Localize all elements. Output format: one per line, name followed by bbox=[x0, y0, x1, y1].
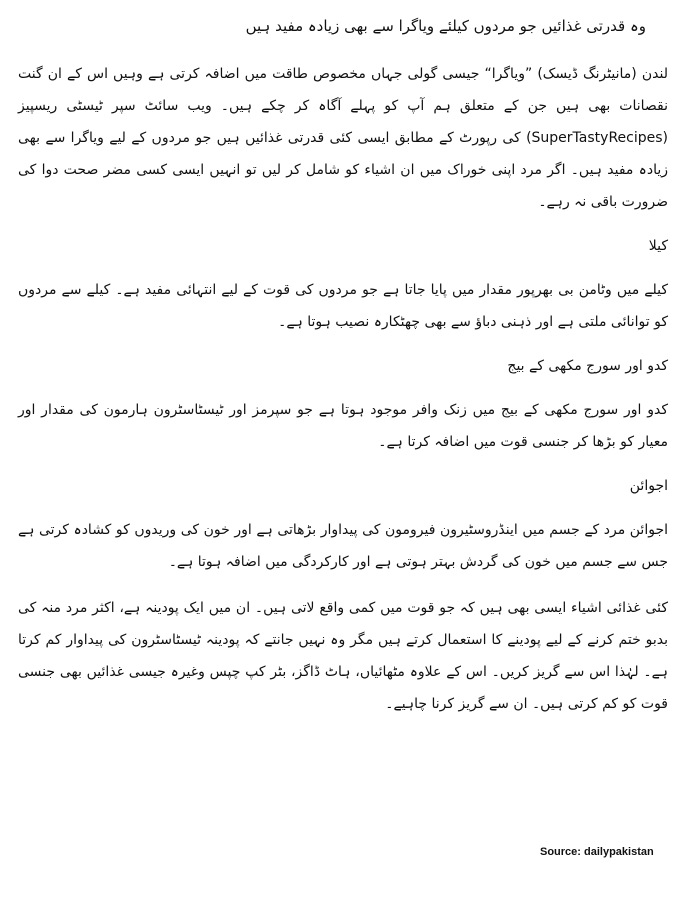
source-credit: Source: dailypakistan bbox=[540, 846, 654, 858]
article-title: وہ قدرتی غذائیں جو مردوں کیلئے ویاگرا سے بھی زیادہ مفید ہیں bbox=[245, 17, 646, 35]
section-heading-banana: کیلا bbox=[648, 238, 668, 254]
article bbox=[18, 14, 668, 904]
section-heading-seeds: کدو اور سورج مکھی کے بیج bbox=[507, 358, 668, 374]
intro-paragraph bbox=[18, 58, 668, 218]
website-name: (SuperTastyRecipes) bbox=[526, 130, 668, 146]
intro-text-end: کی رپورٹ کے مطابق ایسی کئی قدرتی غذائیں ہیں جو مردوں کے لیے ویاگرا سے بھی زیادہ مفید ہیں۔ اگر مرد اپنی خوراک میں ان اشیاء کو شامل کر لیں تو انہیں ایسی کسی مضر صحت دوا کی ضرورت باقی نہ رہے۔ bbox=[18, 130, 668, 210]
intro-text-start: لندن (مانیٹرنگ ڈیسک) ”ویاگرا“ جیسی گولی جہاں مخصوص طاقت میں اضافہ کرتی ہے وہیں اس کے ان گنت نقصانات بھی ہیں جن کے متعلق ہم آپ کو پہلے آگاہ کر چکے ہیں۔ ویب سائٹ سپر ٹیسٹی ریسپیز bbox=[18, 66, 668, 114]
closing-paragraph: کئی غذائی اشیاء ایسی بھی ہیں کہ جو قوت میں کمی واقع لاتی ہیں۔ ان میں ایک پودینہ ہے، اکثر مرد منہ کی بدبو ختم کرنے کے لیے پودینے کا استعمال کرتے ہیں مگر وہ نہیں جانتے کہ پودینہ ٹیسٹاسٹرون کی پیداوار کم کرتا ہے۔ لہٰذا اس سے گریز کریں۔ اس کے علاوہ مٹھائیاں، ہاٹ ڈاگز، بٹر کپ چپس وغیرہ جیسی غذائیں بھی جنسی قوت کو کم کرتی ہیں۔ ان سے گریز کرنا چاہیے۔ bbox=[18, 600, 668, 712]
section-text-celery: اجوائن مرد کے جسم میں اینڈروسٹیرون فیرومون کی پیداوار بڑھاتی ہے اور خون کی وریدوں کو کشادہ کرتی ہے جس سے جسم میں خون کی گردش بہتر ہوتی ہے اور کارکردگی میں اضافہ ہوتا ہے۔ bbox=[18, 522, 668, 570]
section-heading-celery: اجوائن bbox=[629, 478, 668, 494]
section-text-seeds: کدو اور سورج مکھی کے بیج میں زنک وافر موجود ہوتا ہے جو سپرمز اور ٹیسٹاسٹرون ہارمون کی مقدار اور معیار کو بڑھا کر جنسی قوت میں اضافہ کرتا ہے۔ bbox=[18, 402, 668, 450]
section-text-banana: کیلے میں وٹامن بی بھرپور مقدار میں پایا جاتا ہے جو مردوں کی قوت کے لیے انتہائی مفید ہے۔ کیلے سے مردوں کو توانائی ملتی ہے اور ذہنی دباؤ سے بھی چھٹکارہ نصیب ہوتا ہے۔ bbox=[18, 282, 668, 330]
